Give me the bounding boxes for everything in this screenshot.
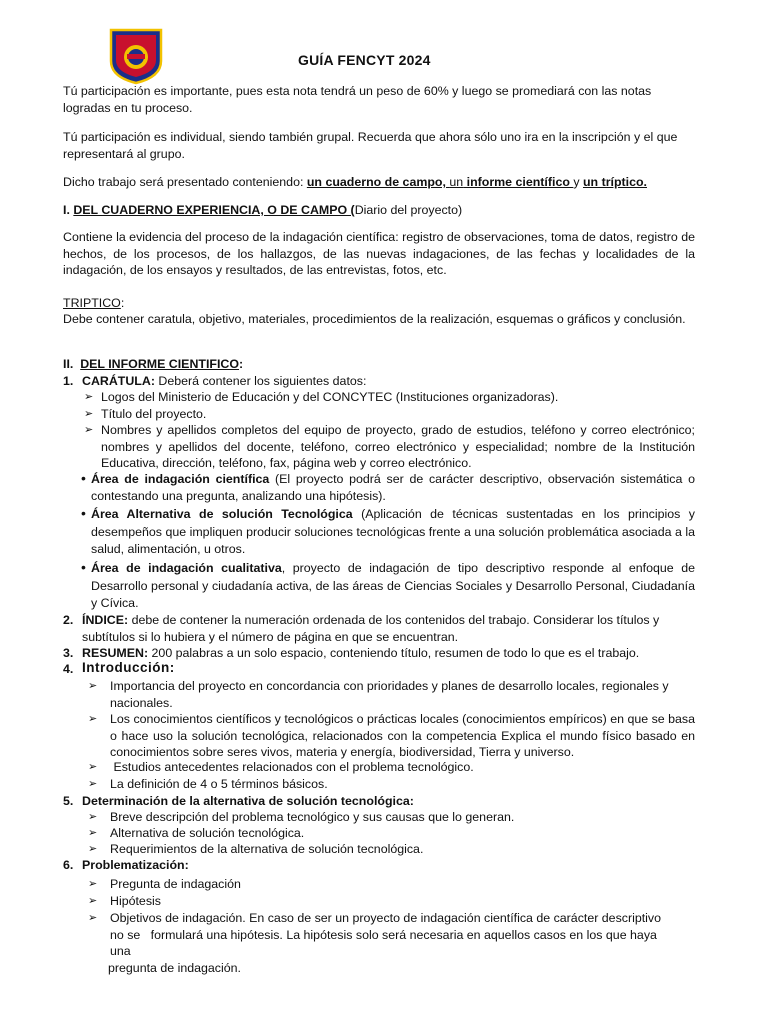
section-2-number: II.	[63, 357, 74, 371]
intro-p3-prefix: Dicho trabajo será presentado conteniendo:	[63, 175, 307, 189]
area-3-label: Área de indagación cualitativa	[91, 561, 282, 575]
bullet-icon: •	[81, 559, 86, 575]
bullet-icon: •	[81, 470, 86, 486]
area-3-text: , proyecto de indagación de tipo descriptivo responde al enfoque de Desarrollo personal y ciudadanía activa, de las áreas de Ciencias Sociales y Desarrollo Personal, Ciudadanía y Cívica.	[91, 561, 695, 610]
bullet-icon: •	[81, 505, 86, 521]
item-3-number: 3.	[63, 646, 74, 660]
intro-sub-4: La definición de 4 o 5 términos básicos.	[110, 777, 328, 791]
area-1-label: Área de indagación científica	[91, 472, 270, 486]
intro-sub-3: Estudios antecedentes relacionados con el problema tecnológico.	[110, 760, 474, 774]
determinacion-sub-2: Alternativa de solución tecnológica.	[110, 826, 305, 840]
arrow-bullet-icon: ➢	[88, 680, 98, 692]
intro-sub-1: Importancia del proyecto en concordancia con prioridades y planes de desarrollo locales, regionales y nacionales.	[110, 679, 669, 710]
section-2-heading	[63, 356, 695, 373]
triptych-colon: :	[120, 296, 125, 310]
item-3-text: 200 palabras a un solo espacio, conteniendo título, resumen de todo lo que es el trabajo.	[148, 646, 640, 660]
item-5-number: 5.	[63, 794, 74, 808]
intro-paragraph-2: Tú participación es individual, siendo también grupal. Recuerda que ahora sólo uno ira en la inscripción y el que representará al grupo.	[63, 130, 678, 161]
item-4-number: 4.	[63, 662, 74, 676]
item-1-text: Deberá contener los siguientes datos:	[154, 374, 367, 388]
arrow-bullet-icon: ➢	[88, 811, 98, 823]
triptych-title: TRIPTICO	[63, 296, 121, 310]
section-1-title: DEL CUADERNO EXPERIENCIA, O DE CAMPO (	[73, 203, 355, 217]
area-3	[91, 560, 695, 613]
arrow-bullet-icon: ➢	[88, 878, 98, 890]
triptych-body: Debe contener caratula, objetivo, materiales, procedimientos de la realización, esquemas o gráficos y conclusión.	[63, 312, 686, 326]
school-crest-logo	[107, 27, 165, 85]
section-1-body: Contiene la evidencia del proceso de la indagación científica: registro de observaciones, toma de datos, registro de hechos, de los procesos, de los hallazgos, de las nuevas indagaciones, de las fechas y localidades de la indagación, de los ensayos y resultados, de las entrevistas, fotos, etc.	[63, 230, 695, 277]
document-title: GUÍA FENCYT 2024	[298, 52, 431, 68]
determinacion-sub-3: Requerimientos de la alternativa de solución tecnológica.	[110, 842, 424, 856]
item-1-label: CARÁTULA:	[82, 374, 155, 388]
section-1-number: I.	[63, 203, 70, 217]
intro-p3-mid2: y	[573, 175, 583, 189]
intro-paragraph-1: Tú participación es importante, pues esta nota tendrá un peso de 60% y luego se promediará con las notas logradas en tu proceso.	[63, 84, 652, 115]
deliverable-scientific-report: informe científico	[463, 175, 574, 189]
deliverable-triptych: un tríptico.	[582, 175, 647, 189]
item-2-number: 2.	[63, 613, 74, 627]
arrow-bullet-icon: ➢	[88, 895, 98, 907]
item-2-label: ÍNDICE:	[82, 613, 129, 627]
item-6-label: Problematización:	[82, 858, 189, 872]
arrow-bullet-icon: ➢	[88, 761, 98, 773]
item-4-label: Introducción:	[82, 660, 175, 675]
arrow-bullet-icon: ➢	[88, 713, 98, 725]
problematizacion-sub-3-line-4: pregunta de indagación.	[108, 961, 241, 975]
caratula-sub-1: Logos del Ministerio de Educación y del CONCYTEC (Instituciones organizadoras).	[101, 390, 559, 404]
area-2-text: (Aplicación de técnicas sustentadas en los principios y desempeños que impliquen producir soluciones tecnológicas frente a una solución problemática asociada a la salud, alimentación, u otros.	[91, 507, 695, 556]
area-2-label: Área Alternativa de solución Tecnológica	[91, 507, 353, 521]
section-1-heading	[63, 202, 695, 219]
arrow-bullet-icon: ➢	[84, 408, 94, 420]
item-5-label: Determinación de la alternativa de solución tecnológica:	[82, 794, 414, 808]
intro-sub-2: Los conocimientos científicos y tecnológicos o prácticas locales (conocimientos empíricos) en que se basa o hace uso la solución tecnológica, relacionados con la competencia Explica el mundo físico basado en conocimientos sobre seres vivos, materia y energía, biodiversidad, Tierra y universo.	[110, 712, 695, 759]
deliverable-field-notebook: un cuaderno de campo,	[306, 175, 450, 189]
problematizacion-sub-2: Hipótesis	[110, 894, 161, 908]
area-2	[91, 506, 695, 559]
arrow-bullet-icon: ➢	[88, 843, 98, 855]
arrow-bullet-icon: ➢	[84, 424, 94, 436]
arrow-bullet-icon: ➢	[84, 391, 94, 403]
section-2-title: DEL INFORME CIENTIFICO	[80, 357, 240, 371]
determinacion-sub-1: Breve descripción del problema tecnológico y sus causas que lo generan.	[110, 810, 515, 824]
problematizacion-sub-3-line-2: no se formulará una hipótesis. La hipótesis solo será necesaria en aquellos casos en los que haya	[110, 928, 657, 942]
item-1-caratula	[82, 373, 695, 390]
item-2-text: debe de contener la numeración ordenada de los contenidos del trabajo. Considerar los títulos y subtítulos si lo hubiera y el número de página en que se encuentran.	[82, 613, 660, 644]
caratula-sub-2: Título del proyecto.	[101, 407, 207, 421]
section-2-colon: :	[239, 357, 244, 371]
item-2-indice	[82, 612, 695, 645]
intro-paragraph-3	[63, 174, 695, 191]
arrow-bullet-icon: ➢	[88, 827, 98, 839]
item-1-number: 1.	[63, 374, 74, 388]
caratula-sub-3: Nombres y apellidos completos del equipo de proyecto, grado de estudios, teléfono y correo electrónico; nombres y apellidos del docente, teléfono, correo electrónico y especialidad; nombre de la Institución Educativa, dirección, teléfono, fax, página web y correo electrónico.	[101, 423, 695, 470]
triptych-heading	[63, 295, 695, 312]
area-1-text: (El proyecto podrá ser de carácter descriptivo, observación sistemática o contestando una pregunta, analizando una hipótesis).	[91, 472, 695, 503]
problematizacion-sub-3-line-1: Objetivos de indagación. En caso de ser un proyecto de indagación científica de carácter descriptivo	[110, 911, 662, 925]
problematizacion-sub-3-line-3: una	[110, 944, 131, 958]
arrow-bullet-icon: ➢	[88, 778, 98, 790]
item-3-label: RESUMEN:	[82, 646, 149, 660]
item-6-number: 6.	[63, 858, 74, 872]
problematizacion-sub-1: Pregunta de indagación	[110, 877, 241, 891]
area-1	[91, 471, 695, 504]
arrow-bullet-icon: ➢	[88, 912, 98, 924]
section-1-title-suffix: Diario del proyecto)	[354, 203, 463, 217]
intro-p3-mid1: un	[449, 175, 464, 189]
